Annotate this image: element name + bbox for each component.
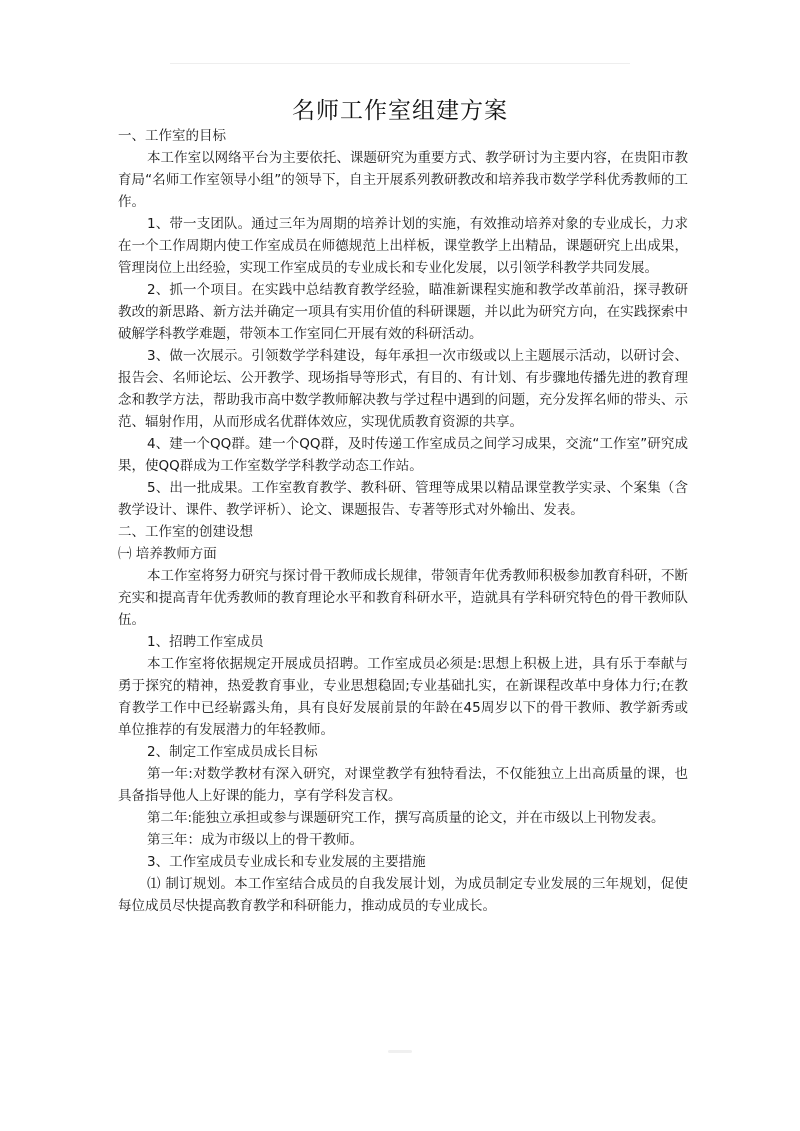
paragraph: ⑴ 制订规划。本工作室结合成员的自我发展计划，为成员制定专业发展的三年规划，促使每位成员尽快提高教育教学和科研能力，推动成员的专业成长。 [118, 876, 688, 914]
paragraph: 本工作室将依据规定开展成员招聘。工作室成员必须是:思想上积极上进，具有乐于奉献与勇于探究的精神，热爱教育事业，专业思想稳固;专业基础扎实，在新课程改革中身体力行;在教育教学工作中已经崭露头角，具有良好发展前景的年龄在45周岁以下的骨干教师、教学新秀或单位推荐的有发展潜力的年轻教师。 [118, 656, 688, 738]
paragraph: 4、建一个QQ群。建一个QQ群，及时传递工作室成员之间学习成果，交流“工作室”研究成果，使QQ群成为工作室数学学科教学动态工作站。 [118, 436, 688, 474]
paragraph: 5、出一批成果。工作室教育教学、教科研、管理等成果以精品课堂教学实录、个案集（含教学设计、课件、教学评析）、论文、课题报告、专著等形式对外输出、发表。 [118, 480, 688, 518]
paragraph: 第一年:对数学教材有深入研究，对课堂教学有独特看法，不仅能独立上出高质量的课，也具备指导他人上好课的能力，享有学科发言权。 [118, 766, 688, 804]
document-title: 名师工作室组建方案 [292, 98, 508, 124]
footer-mark [388, 1050, 412, 1053]
document-body [118, 125, 688, 917]
item-heading: 2、制定工作室成员成长目标 [147, 744, 318, 760]
subsection-heading: ㈠ 培养教师方面 [118, 546, 217, 562]
paragraph: 1、带一支团队。通过三年为周期的培养计划的实施，有效推动培养对象的专业成长，力求在一个工作周期内使工作室成员在师德规范上出样板，课堂教学上出精品，课题研究上出成果，管理岗位上出经验，实现工作室成员的专业成长和专业化发展，以引领学科教学共同发展。 [118, 216, 688, 276]
paragraph: 第二年:能独立承担或参与课题研究工作，撰写高质量的论文，并在市级以上刊物发表。 [147, 810, 665, 826]
section-heading: 二、工作室的创建设想 [118, 524, 253, 540]
header-rule [170, 63, 630, 64]
paragraph: 本工作室以网络平台为主要依托、课题研究为重要方式、教学研讨为主要内容，在贵阳市教育局“名师工作室领导小组”的领导下，自主开展系列教研教改和培养我市数学学科优秀教师的工作。 [118, 150, 688, 210]
item-heading: 1、招聘工作室成员 [147, 634, 264, 650]
paragraph: 3、做一次展示。引领数学学科建设，每年承担一次市级或以上主题展示活动，以研讨会、报告会、名师论坛、公开教学、现场指导等形式，有目的、有计划、有步骤地传播先进的教育理念和教学方法，帮助我市高中数学教师解决教与学过程中遇到的问题，充分发挥名师的带头、示范、辐射作用，从而形成名优群体效应，实现优质教育资源的共享。 [118, 348, 688, 430]
item-heading: 3、工作室成员专业成长和专业发展的主要措施 [147, 854, 426, 870]
paragraph: 第三年：成为市级以上的骨干教师。 [147, 832, 363, 848]
section-heading: 一、工作室的目标 [118, 128, 226, 144]
paragraph: 本工作室将努力研究与探讨骨干教师成长规律，带领青年优秀教师积极参加教育科研，不断充实和提高青年优秀教师的教育理论水平和教育科研水平，造就具有学科研究特色的骨干教师队伍。 [118, 568, 688, 628]
paragraph: 2、抓一个项目。在实践中总结教育教学经验，瞄准新课程实施和教学改革前沿，探寻教研教改的新思路、新方法并确定一项具有实用价值的科研课题，并以此为研究方向，在实践探索中破解学科教学难题，带领本工作室同仁开展有效的科研活动。 [118, 282, 688, 342]
